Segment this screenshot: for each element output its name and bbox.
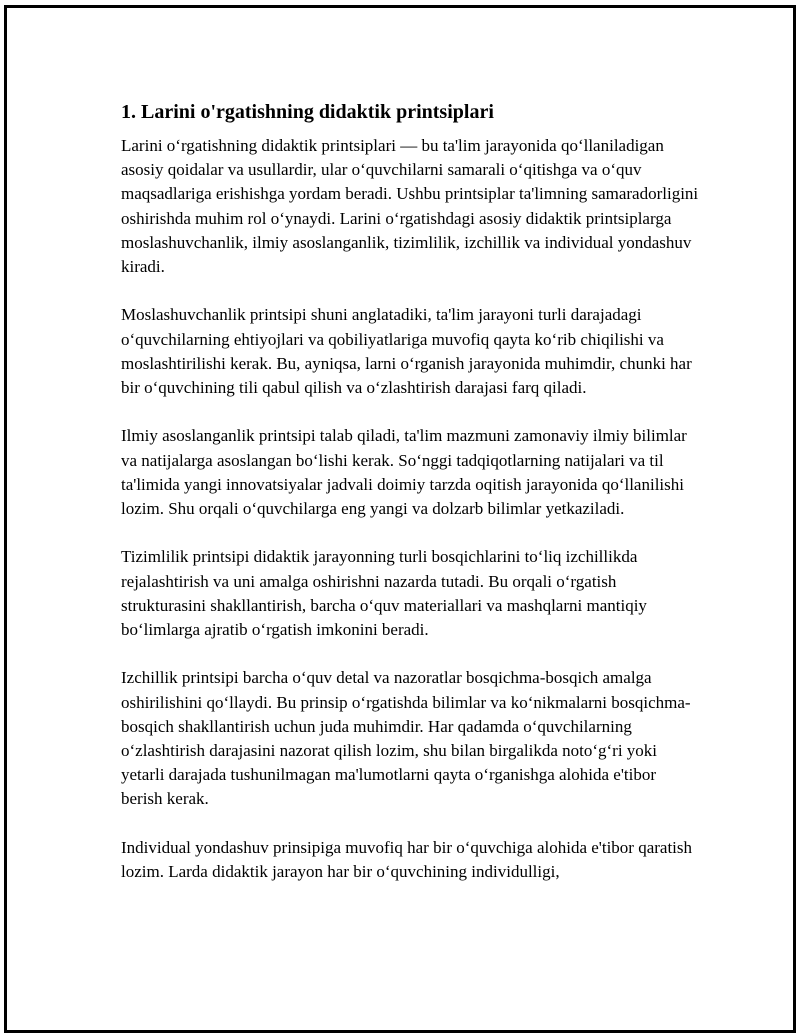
paragraph-scientific-basis: Ilmiy asoslanganlik printsipi talab qiladi, ta'lim mazmuni zamonaviy ilmiy bilimlar va natijalarga asoslangan bo‘lishi kerak. So‘nggi tadqiqotlarning natijalari va til ta'limida yangi innovatsiyalar jadvali doimiy tarzda oqitish jarayonida qo‘llanilishi lozim. Shu orqali o‘quvchilarga eng yangi va dolzarb bilimlar yetkaziladi. (121, 426, 687, 519)
document-body (121, 98, 701, 908)
section-heading: 1. Larini o'rgatishning didaktik printsiplari (121, 101, 494, 123)
paragraph-consistency: Izchillik printsipi barcha o‘quv detal va nazoratlar bosqichma-bosqich amalga oshirilishini qo‘llaydi. Bu prinsip o‘rgatishda bilimlar va ko‘nikmalarni bosqichma-bosqich shakllantirish uchun juda muhimdir. Har qadamda o‘quvchilarning o‘zlashtirish darajasini nazorat qilish lozim, shu bilan birgalikda noto‘g‘ri yoki yetarli darajada tushunilmagan ma'lumotlarni qayta o‘rganishga alohida e'tibor berish kerak. (121, 668, 691, 809)
paragraph-intro: Larini o‘rgatishning didaktik printsiplari — bu ta'lim jarayonida qo‘llaniladigan asosiy qoidalar va usullardir, ular o‘quvchilarni samarali o‘qitishga va o‘quv maqsadlariga erishishga yordam beradi. Ushbu printsiplar ta'limning samaradorligini oshirishda muhim rol o‘ynaydi. Larini o‘rgatishdagi asosiy didaktik printsiplarga moslashuvchanlik, ilmiy asoslanganlik, tizimlilik, izchillik va individual yondashuv kiradi. (121, 136, 699, 277)
paragraph-systematicity: Tizimlilik printsipi didaktik jarayonning turli bosqichlarini to‘liq izchillikda rejalashtirish va uni amalga oshirishni nazarda tutadi. Bu orqali o‘rgatish strukturasini shakllantirish, barcha o‘quv materiallari va mashqlarni mantiqiy bo‘limlarga ajratib o‘rgatish imkonini beradi. (121, 547, 647, 640)
paragraph-flexibility: Moslashuvchanlik printsipi shuni anglatadiki, ta'lim jarayoni turli darajadagi o‘quvchilarning ehtiyojlari va qobiliyatlariga muvofiq qayta ko‘rib chiqilishi va moslashtirilishi kerak. Bu, ayniqsa, larni o‘rganish jarayonida muhimdir, chunki har bir o‘quvchining tili qabul qilish va o‘zlashtirish darajasi farq qiladi. (121, 305, 692, 398)
page-frame (4, 5, 796, 1033)
paragraph-individual-approach: Individual yondashuv prinsipiga muvofiq har bir o‘quvchiga alohida e'tibor qaratish lozim. Larda didaktik jarayon har bir o‘quvchining individulligi, (121, 837, 693, 882)
